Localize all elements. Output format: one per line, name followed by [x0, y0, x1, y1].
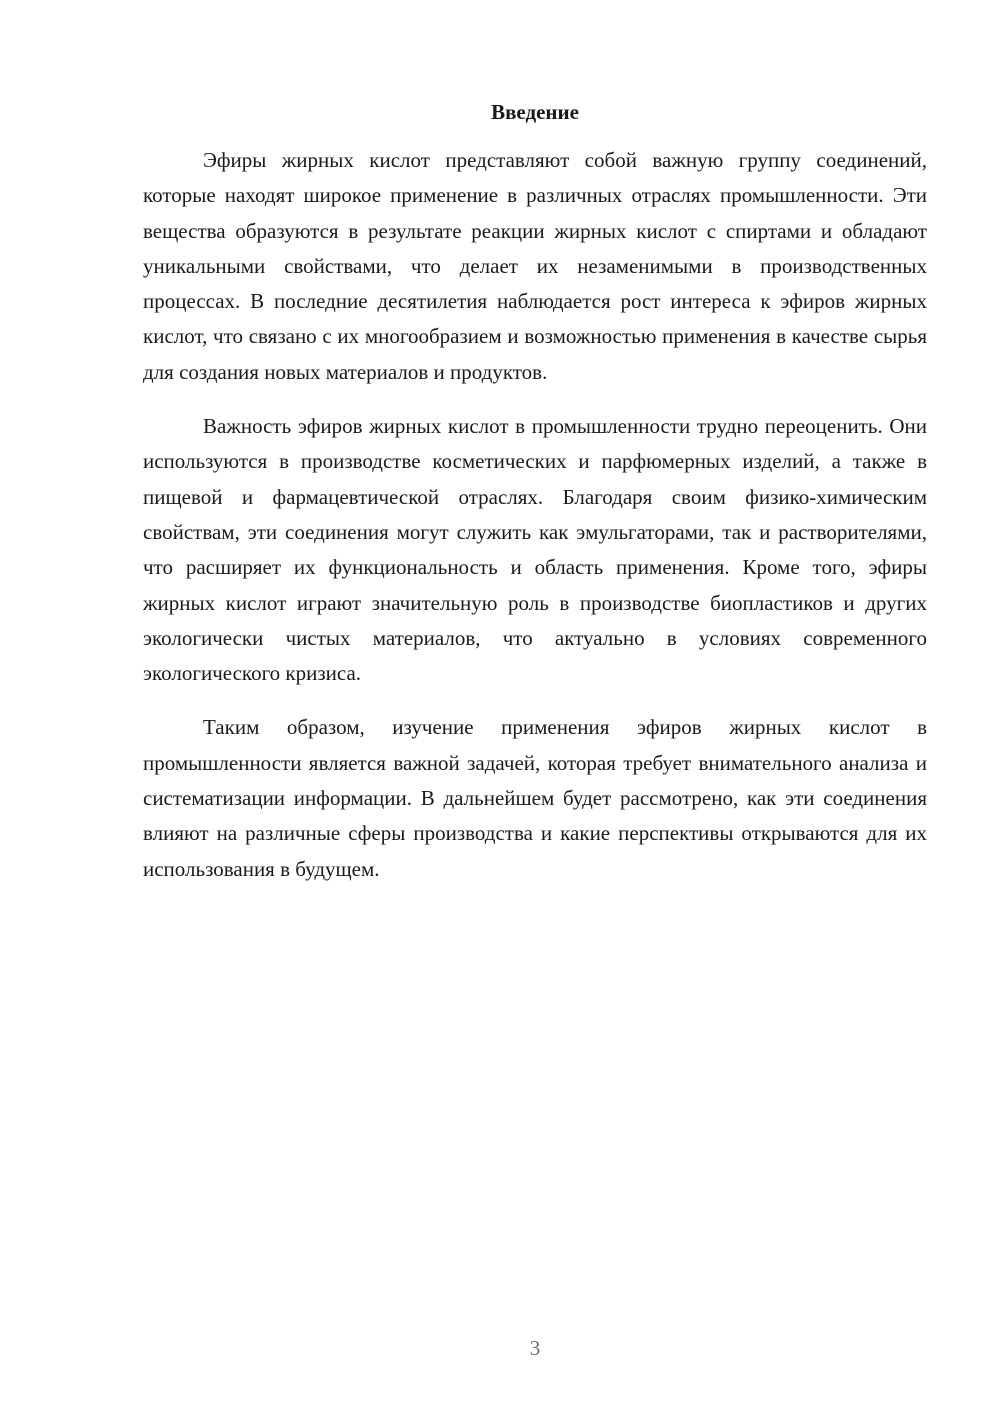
- paragraph-2: Важность эфиров жирных кислот в промышленности трудно переоценить. Они используются в производстве косметических и парфюмерных изделий, а также в пищевой и фармацевтической отраслях. Благодаря своим физико-химическим свойствам, эти соединения могут служить как эмульгаторами, так и растворителями, что расширяет их функциональность и область применения. Кроме того, эфиры жирных кислот играют значительную роль в производстве биопластиков и других экологически чистых материалов, что актуально в условиях современного экологического кризиса.: [143, 414, 927, 686]
- page-number: 3: [529, 1336, 541, 1360]
- section-heading: Введение: [491, 100, 579, 124]
- paragraph-3: Таким образом, изучение применения эфиров жирных кислот в промышленности является важной задачей, которая требует внимательного анализа и систематизации информации. В дальнейшем будет рассмотрено, как эти соединения влияют на различные сферы производства и какие перспективы открываются для их использования в будущем.: [143, 715, 927, 881]
- paragraph-1: Эфиры жирных кислот представляют собой важную группу соединений, которые находят широкое применение в различных отраслях промышленности. Эти вещества образуются в результате реакции жирных кислот с спиртами и обладают уникальными свойствами, что делает их незаменимыми в производственных процессах. В последние десятилетия наблюдается рост интереса к эфиров жирных кислот, что связано с их многообразием и возможностью применения в качестве сырья для создания новых материалов и продуктов.: [143, 148, 927, 384]
- body-text: [143, 143, 927, 906]
